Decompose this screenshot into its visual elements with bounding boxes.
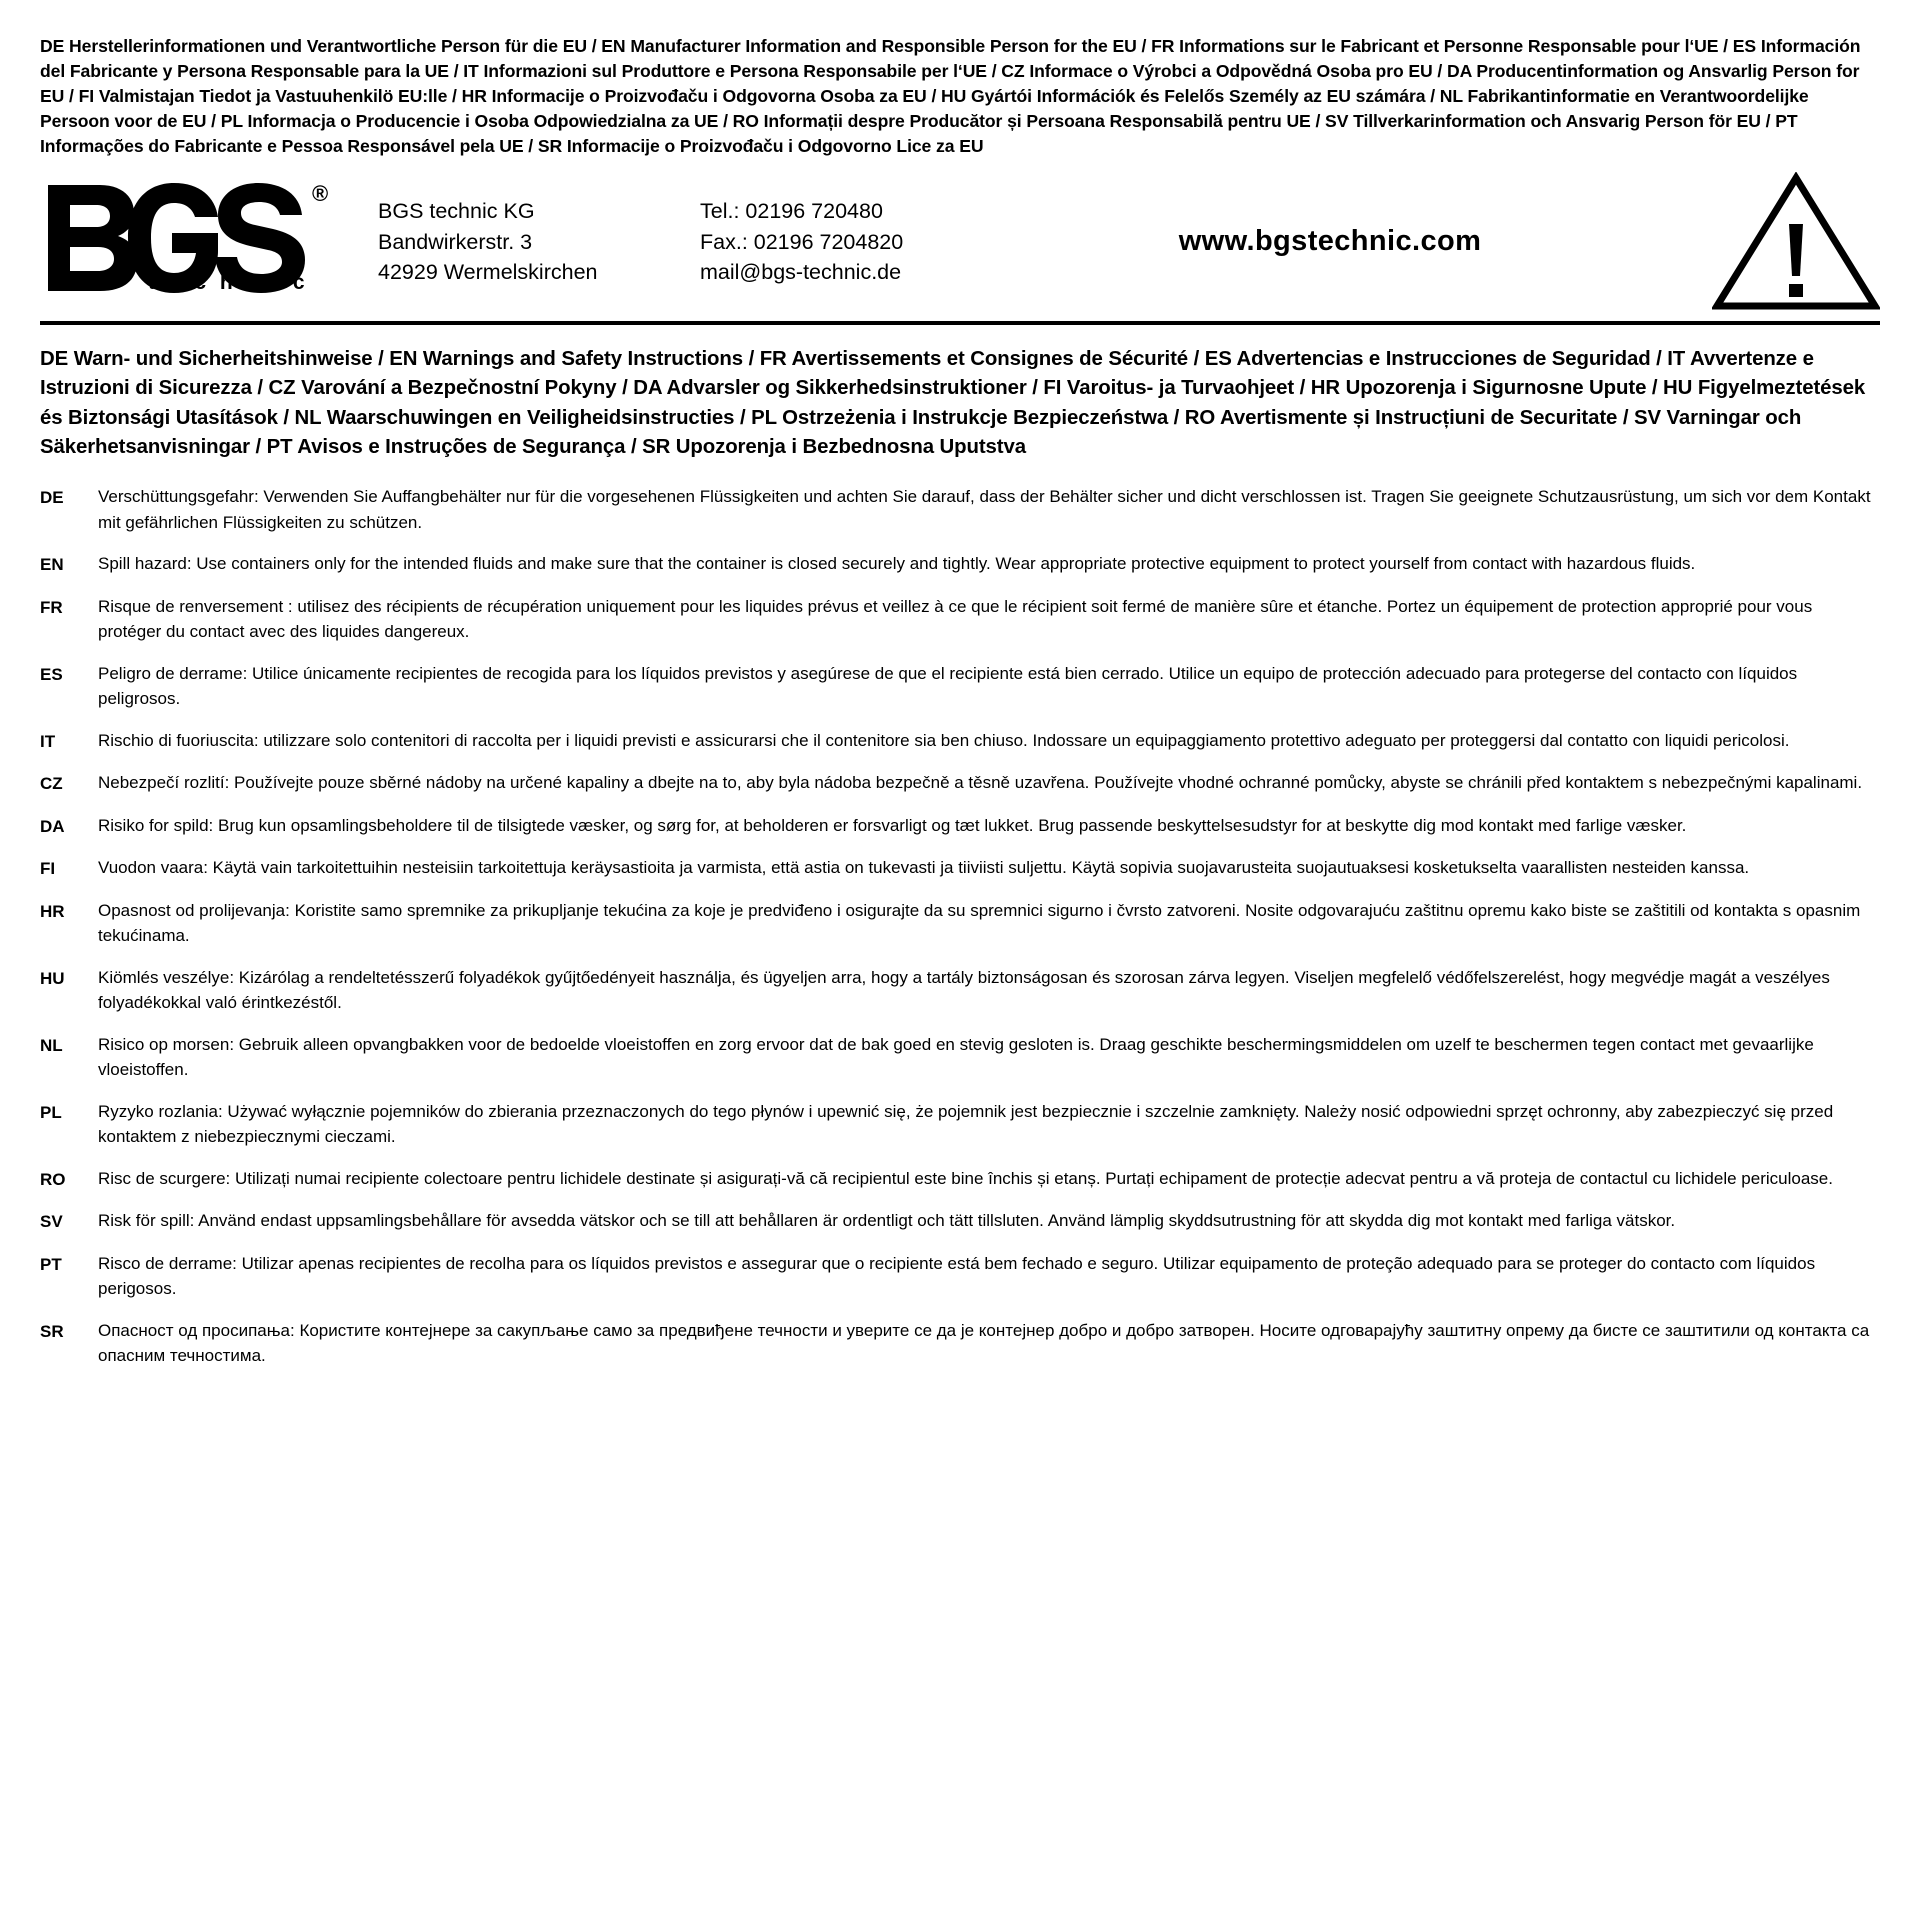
company-street: Bandwirkerstr. 3	[378, 229, 533, 254]
lang-code: RO	[40, 1169, 66, 1189]
company-fax: Fax.: 02196 7204820	[700, 229, 904, 254]
manufacturer-info-heading: DE Herstellerinformationen und Verantwortliche Person für die EU / EN Manufacturer Information and Responsible Person for the EU / FR Informations sur le Fabricant et Personne Responsable pour l‘UE / ES Información del Fabricante y Persona Responsable para la UE / IT Informazioni sul Produttore e Persona Responsabile per l‘UE / CZ Informace o Výrobci a Odpovědná Osoba pro EU / DA Producentinformation og Ansvarlig Person for EU / FI Valmistajan Tiedot ja Vastuuhenkilö EU:lle / HR Informacije o Proizvođaču i Odgovorna Osoba za EU / HU Gyártói Információk és Felelős Személy az EU számára / NL Fabrikantinformatie en Verantwoordelijke Persoon voor de EU / PL Informacja o Producencie i Osoba Odpowiedzialna za UE / RO Informații despre Producător și Persoana Responsabilă pentru UE / SV Tillverkarinformation och Ansvarig Person för EU / PT Informações do Fabricante e Pessoa Responsável pela UE / SR Informacije o Proizvođaču i Odgovorno Lice za EU	[40, 36, 1861, 156]
lang-text: Ryzyko rozlania: Używać wyłącznie pojemników do zbierania przeznaczonych do tego płynów i upewnić się, że pojemnik jest bezpiecznie i szczelnie zamknięty. Należy nosić odpowiedni sprzęt ochronny, aby zabezpieczyć się przed kontaktem z niebezpiecznymi cieczami.	[98, 1101, 1834, 1147]
lang-code: IT	[40, 731, 56, 751]
list-item	[40, 965, 1880, 1016]
svg-text:®: ®	[312, 180, 329, 206]
list-item	[40, 855, 1880, 882]
company-contact	[700, 196, 1000, 288]
bgs-logo	[40, 177, 370, 307]
list-item	[40, 813, 1880, 840]
lang-text: Risk för spill: Använd endast uppsamlingsbehållare för avsedda vätskor och se till att behållaren är ordentligt och tätt tillsluten. Använd lämplig skyddsutrustning för att skydda dig mot kontakt med farliga vätskor.	[98, 1211, 1676, 1231]
list-item	[40, 1099, 1880, 1150]
list-item	[40, 1251, 1880, 1302]
company-tel: Tel.: 02196 720480	[700, 199, 883, 224]
lang-code: PL	[40, 1102, 62, 1122]
lang-text: Peligro de derrame: Utilice únicamente recipientes de recogida para los líquidos previstos y asegúrese de que el recipiente está bien cerrado. Utilice un equipo de protección adecuado para protegerse del contacto con líquidos peligrosos.	[98, 663, 1798, 709]
lang-text: Nebezpečí rozlití: Používejte pouze sběrné nádoby na určené kapaliny a dbejte na to, aby byla nádoba bezpečně a těsně uzavřena. Používejte vhodné ochranné pomůcky, abyste se chránili před kontaktem s nebezpečnými kapalinami.	[98, 773, 1863, 793]
warning-triangle-icon	[1690, 172, 1880, 312]
lang-code: PT	[40, 1254, 62, 1274]
lang-text: Опасност од просипања: Користите контејнере за сакупљање само за предвиђене течности и уверите се да је контејнер добро и добро затворен. Носите одговарајућу заштитну опрему да бисте се заштитили од контакта са опасним течностима.	[98, 1320, 1870, 1366]
lang-text: Risque de renversement : utilisez des récipients de récupération uniquement pour les liquides prévus et veillez à ce que le récipient soit fermé de manière sûre et étanche. Portez un équipement de protection approprié pour vous protéger du contact avec des liquides dangereux.	[98, 596, 1813, 642]
lang-code: FI	[40, 859, 56, 879]
list-item	[40, 1318, 1880, 1369]
lang-text: Risc de scurgere: Utilizați numai recipiente colectoare pentru lichidele destinate și asigurați-vă că recipientul este bine închis și etanș. Purtați echipament de protecție adecvat pentru a vă proteja de contactul cu lichidele periculoase.	[98, 1168, 1833, 1188]
lang-text: Risico op morsen: Gebruik alleen opvangbakken voor de bedoelde vloeistoffen en zorg ervoor dat de bak goed en stevig gesloten is. Draag geschikte beschermingsmiddelen om uzelf te beschermen tegen contact met gevaarlijke vloeistoffen.	[98, 1034, 1814, 1080]
lang-code: DA	[40, 816, 65, 836]
company-band	[40, 177, 1880, 325]
list-item	[40, 1032, 1880, 1083]
warning-triangle-svg	[1712, 172, 1880, 312]
lang-code: HU	[40, 968, 65, 988]
lang-text: Risco de derrame: Utilizar apenas recipientes de recolha para os líquidos previstos e assegurar que o recipiente está bem fechado e seguro. Utilizar equipamento de proteção adequado para se proteger do contacto com líquidos perigosos.	[98, 1253, 1816, 1299]
lang-text: Risiko for spild: Brug kun opsamlingsbeholdere til de tilsigtede væsker, og sørg for, at beholderen er forsvarligt og tæt lukket. Brug passende beskyttelsesudstyr for at beskytte dig mod kontakt med farlige væsker.	[98, 815, 1687, 835]
lang-code: SR	[40, 1321, 64, 1341]
lang-code: ES	[40, 664, 63, 684]
lang-code: NL	[40, 1035, 63, 1055]
lang-code: DE	[40, 488, 64, 508]
list-item	[40, 898, 1880, 949]
list-item	[40, 1208, 1880, 1235]
lang-text: Verschüttungsgefahr: Verwenden Sie Auffangbehälter nur für die vorgesehenen Flüssigkeiten und achten Sie darauf, dass der Behälter sicher und dicht verschlossen ist. Tragen Sie geeignete Schutzausrüstung, um sich vor dem Kontakt mit gefährlichen Flüssigkeiten zu schützen.	[98, 487, 1871, 532]
list-item	[40, 770, 1880, 797]
company-city: 42929 Wermelskirchen	[378, 260, 598, 285]
list-item	[40, 484, 1880, 535]
company-name: BGS technic KG	[378, 199, 535, 224]
list-item	[40, 594, 1880, 645]
bgs-logo-icon	[40, 177, 340, 297]
lang-code: FR	[40, 597, 63, 617]
lang-code: CZ	[40, 774, 63, 794]
lang-code: SV	[40, 1212, 63, 1232]
lang-text: Kiömlés veszélye: Kizárólag a rendeltetésszerű folyadékok gyűjtőedényeit használja, és ügyeljen arra, hogy a tartály biztonságosan és szorosan zárva legyen. Viseljen megfelelő védőfelszerelést, hogy megvédje magát a veszélyes folyadékokkal való érintkezéstől.	[98, 967, 1830, 1013]
lang-code: EN	[40, 555, 64, 575]
list-item	[40, 728, 1880, 755]
lang-text: Rischio di fuoriuscita: utilizzare solo contenitori di raccolta per i liquidi previsti e assicurarsi che il contenitore sia ben chiuso. Indossare un equipaggiamento protettivo adeguato per proteggersi dal contatto con liquidi pericolosi.	[98, 730, 1790, 750]
list-item	[40, 1166, 1880, 1193]
lang-text: Opasnost od prolijevanja: Koristite samo spremnike za prikupljanje tekućina za koje je predviđeno i osigurajte da su spremnici sigurno i čvrsto zatvoreni. Nosite odgovarajuću zaštitnu opremu kako biste se zaštitili od kontakta s opasnim tekućinama.	[98, 900, 1861, 946]
company-email[interactable]: mail@bgs-technic.de	[700, 260, 902, 285]
company-website[interactable]: www.bgstechnic.com	[1178, 225, 1482, 258]
list-item	[40, 551, 1880, 578]
svg-text:t e c h n i c: t e c h n i c	[148, 270, 309, 294]
lang-code: HR	[40, 901, 65, 921]
lang-text: Spill hazard: Use containers only for the intended fluids and make sure that the container is closed securely and tightly. Wear appropriate protective equipment to protect yourself from contact with hazardous fluids.	[98, 554, 1696, 574]
lang-text: Vuodon vaara: Käytä vain tarkoitettuihin nesteisiin tarkoitettuja keräysastioita ja varmista, että astia on tukevasti ja tiiviisti suljettu. Käytä sopivia suojavarusteita suojautuaksesi kosketukselta vaarallisten nesteiden kanssa.	[98, 858, 1750, 878]
company-address	[370, 196, 700, 288]
list-item	[40, 661, 1880, 712]
warnings-heading: DE Warn- und Sicherheitshinweise / EN Warnings and Safety Instructions / FR Avertissements et Consignes de Sécurité / ES Advertencias e Instrucciones de Seguridad / IT Avvertenze e Istruzioni di Sicurezza / CZ Varování a Bezpečnostní Pokyny / DA Advarsler og Sikkerhedsinstruktioner / FI Varoitus- ja Turvaohjeet / HR Upozorenja i Sigurnosne Upute / HU Figyelmeztetések és Biztonsági Utasítások / NL Waarschuwingen en Veiligheidsinstructies / PL Ostrzeżenia i Instrukcje Bezpieczeństwa / RO Avertismente și Instrucțiuni de Securitate / SV Varningar och Säkerhetsanvisningar / PT Avisos e Instruções de Segurança / SR Upozorenja i Bezbednosna Uputstva	[40, 347, 1866, 458]
instruction-list	[40, 484, 1880, 1369]
